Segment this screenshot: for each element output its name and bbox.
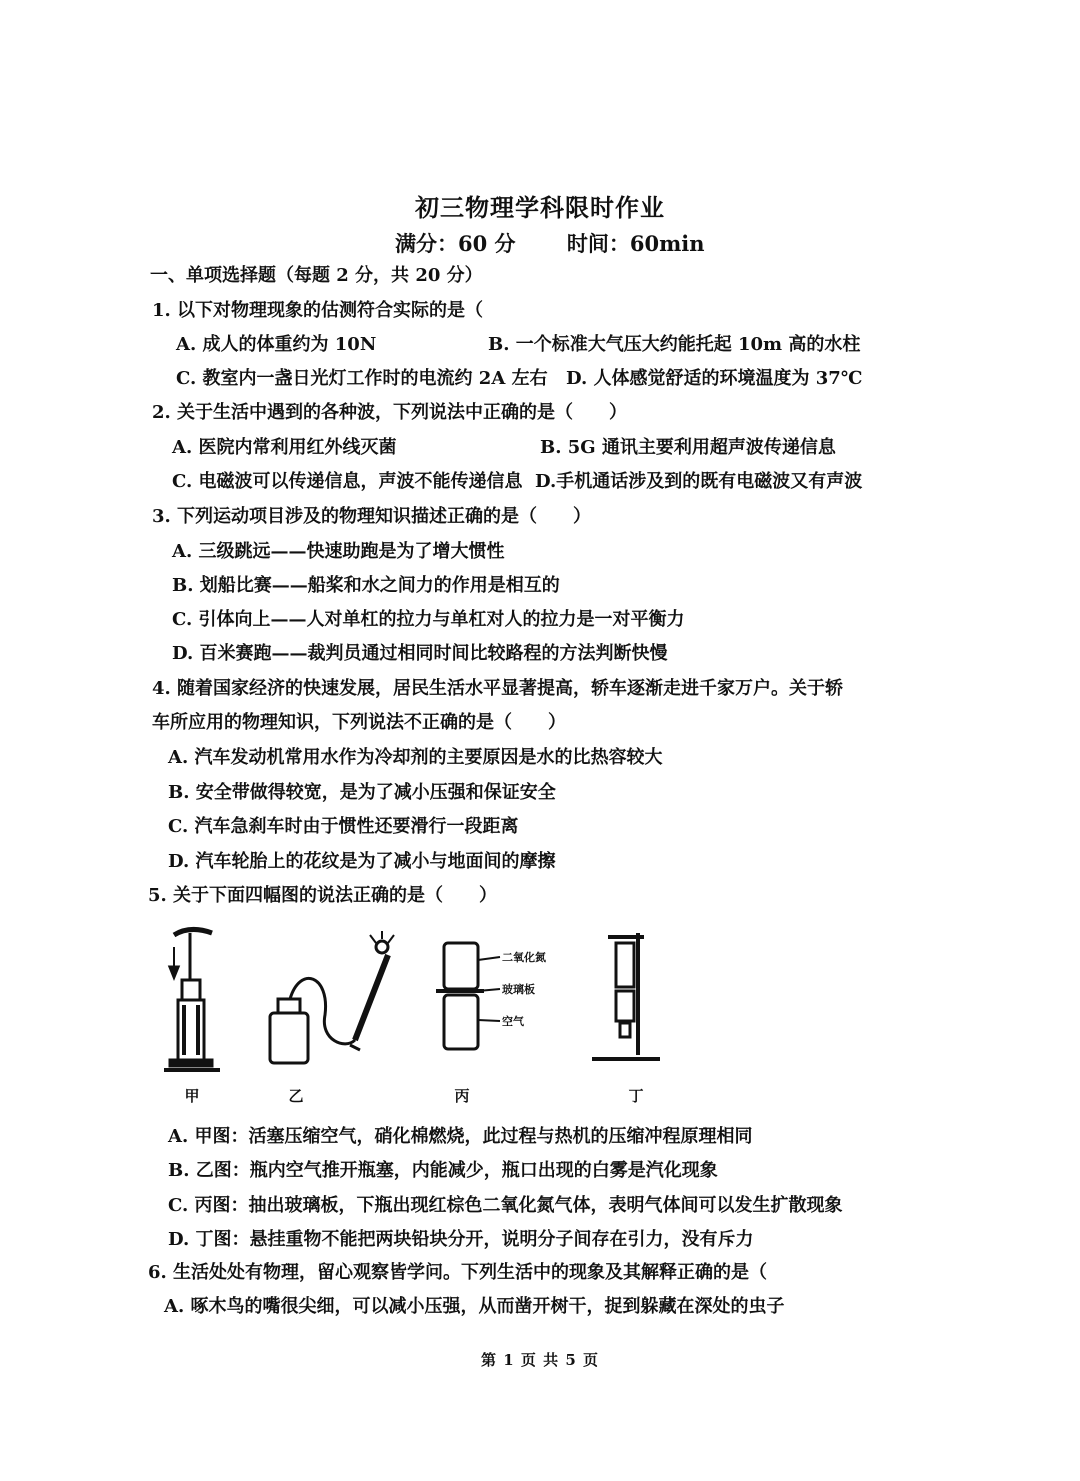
fig-label-air: 空气 — [502, 1015, 524, 1028]
q3-option-d: D. 百米赛跑——裁判员通过相同时间比较路程的方法判断快慢 — [172, 643, 668, 664]
page-number: 第 1 页 共 5 页 — [481, 1351, 599, 1369]
question-2-stem: 2. 关于生活中遇到的各种波，下列说法中正确的是（ ） — [152, 402, 628, 423]
time-limit: 时间：60min — [566, 231, 705, 256]
q3-option-b: B. 划船比赛——船桨和水之间力的作用是相互的 — [172, 575, 560, 596]
figure-ding-lead-blocks — [592, 933, 660, 1059]
q4-option-d: D. 汽车轮胎上的花纹是为了减小与地面间的摩擦 — [168, 851, 556, 872]
figure-jia-piston — [164, 929, 220, 1070]
q2-option-b: B. 5G 通讯主要利用超声波传递信息 — [540, 437, 836, 458]
section-heading: 一、单项选择题（每题 2 分，共 20 分） — [150, 265, 483, 286]
q4-option-c: C. 汽车急刹车时由于惯性还要滑行一段距离 — [168, 816, 519, 837]
question-4-stem-line1: 4. 随着国家经济的快速发展，居民生活水平显著提高，轿车逐渐走进千家万户。关于轿 — [152, 678, 844, 699]
fig-caption-jia: 甲 — [184, 1087, 200, 1105]
score-time-line — [395, 228, 705, 258]
q5-option-a: A. 甲图：活塞压缩空气，硝化棉燃烧，此过程与热机的压缩冲程原理相同 — [168, 1126, 753, 1147]
fig-caption-bing: 丙 — [454, 1087, 470, 1105]
question-1-stem: 1. 以下对物理现象的估测符合实际的是（ — [152, 300, 484, 321]
q4-option-a: A. 汽车发动机常用水作为冷却剂的主要原因是水的比热容较大 — [168, 747, 663, 768]
q1-option-d: D. 人体感觉舒适的环境温度为 37℃ — [566, 368, 863, 389]
q4-option-b: B. 安全带做得较宽，是为了减小压强和保证安全 — [168, 782, 556, 803]
fig-label-glass: 玻璃板 — [502, 983, 535, 996]
q6-option-a: A. 啄木鸟的嘴很尖细，可以减小压强，从而凿开树干，捉到躲藏在深处的虫子 — [164, 1296, 785, 1317]
q5-option-b: B. 乙图：瓶内空气推开瓶塞，内能减少，瓶口出现的白雾是汽化现象 — [168, 1160, 718, 1181]
q1-option-c: C. 教室内一盏日光灯工作时的电流约 2A 左右 — [176, 368, 548, 389]
q5-figures — [160, 925, 680, 1110]
fig-label-no2: 二氧化氮 — [502, 951, 546, 964]
experiment-diagrams — [160, 925, 680, 1110]
q5-option-d: D. 丁图：悬挂重物不能把两块铅块分开，说明分子间存在引力，没有斥力 — [168, 1229, 754, 1250]
fig-caption-ding: 丁 — [628, 1087, 644, 1105]
q1-option-b: B. 一个标准大气压大约能托起 10m 高的水柱 — [488, 334, 861, 355]
question-3-stem: 3. 下列运动项目涉及的物理知识描述正确的是（ ） — [152, 506, 592, 527]
question-4-stem-line2: 车所应用的物理知识，下列说法不正确的是（ ） — [152, 712, 566, 733]
page-title: 初三物理学科限时作业 — [415, 193, 665, 222]
q3-option-a: A. 三级跳远——快速助跑是为了增大惯性 — [172, 541, 505, 562]
figure-yi-bottle — [270, 931, 394, 1063]
q2-option-d: D.手机通话涉及到的既有电磁波又有声波 — [535, 471, 863, 492]
fig-caption-yi: 乙 — [288, 1087, 304, 1105]
question-5-stem: 5. 关于下面四幅图的说法正确的是（ ） — [148, 885, 498, 906]
question-6-stem: 6. 生活处处有物理，留心观察皆学问。下列生活中的现象及其解释正确的是（ — [148, 1262, 768, 1283]
q2-option-a: A. 医院内常利用红外线灭菌 — [172, 437, 397, 458]
q5-option-c: C. 丙图：抽出玻璃板，下瓶出现红棕色二氧化氮气体，表明气体间可以发生扩散现象 — [168, 1195, 843, 1216]
full-score: 满分：60 分 — [395, 231, 516, 256]
q1-option-a: A. 成人的体重约为 10N — [176, 334, 377, 355]
figure-bing-jars — [436, 943, 500, 1049]
q3-option-c: C. 引体向上——人对单杠的拉力与单杠对人的拉力是一对平衡力 — [172, 609, 685, 630]
q2-option-c: C. 电磁波可以传递信息，声波不能传递信息 — [172, 471, 523, 492]
